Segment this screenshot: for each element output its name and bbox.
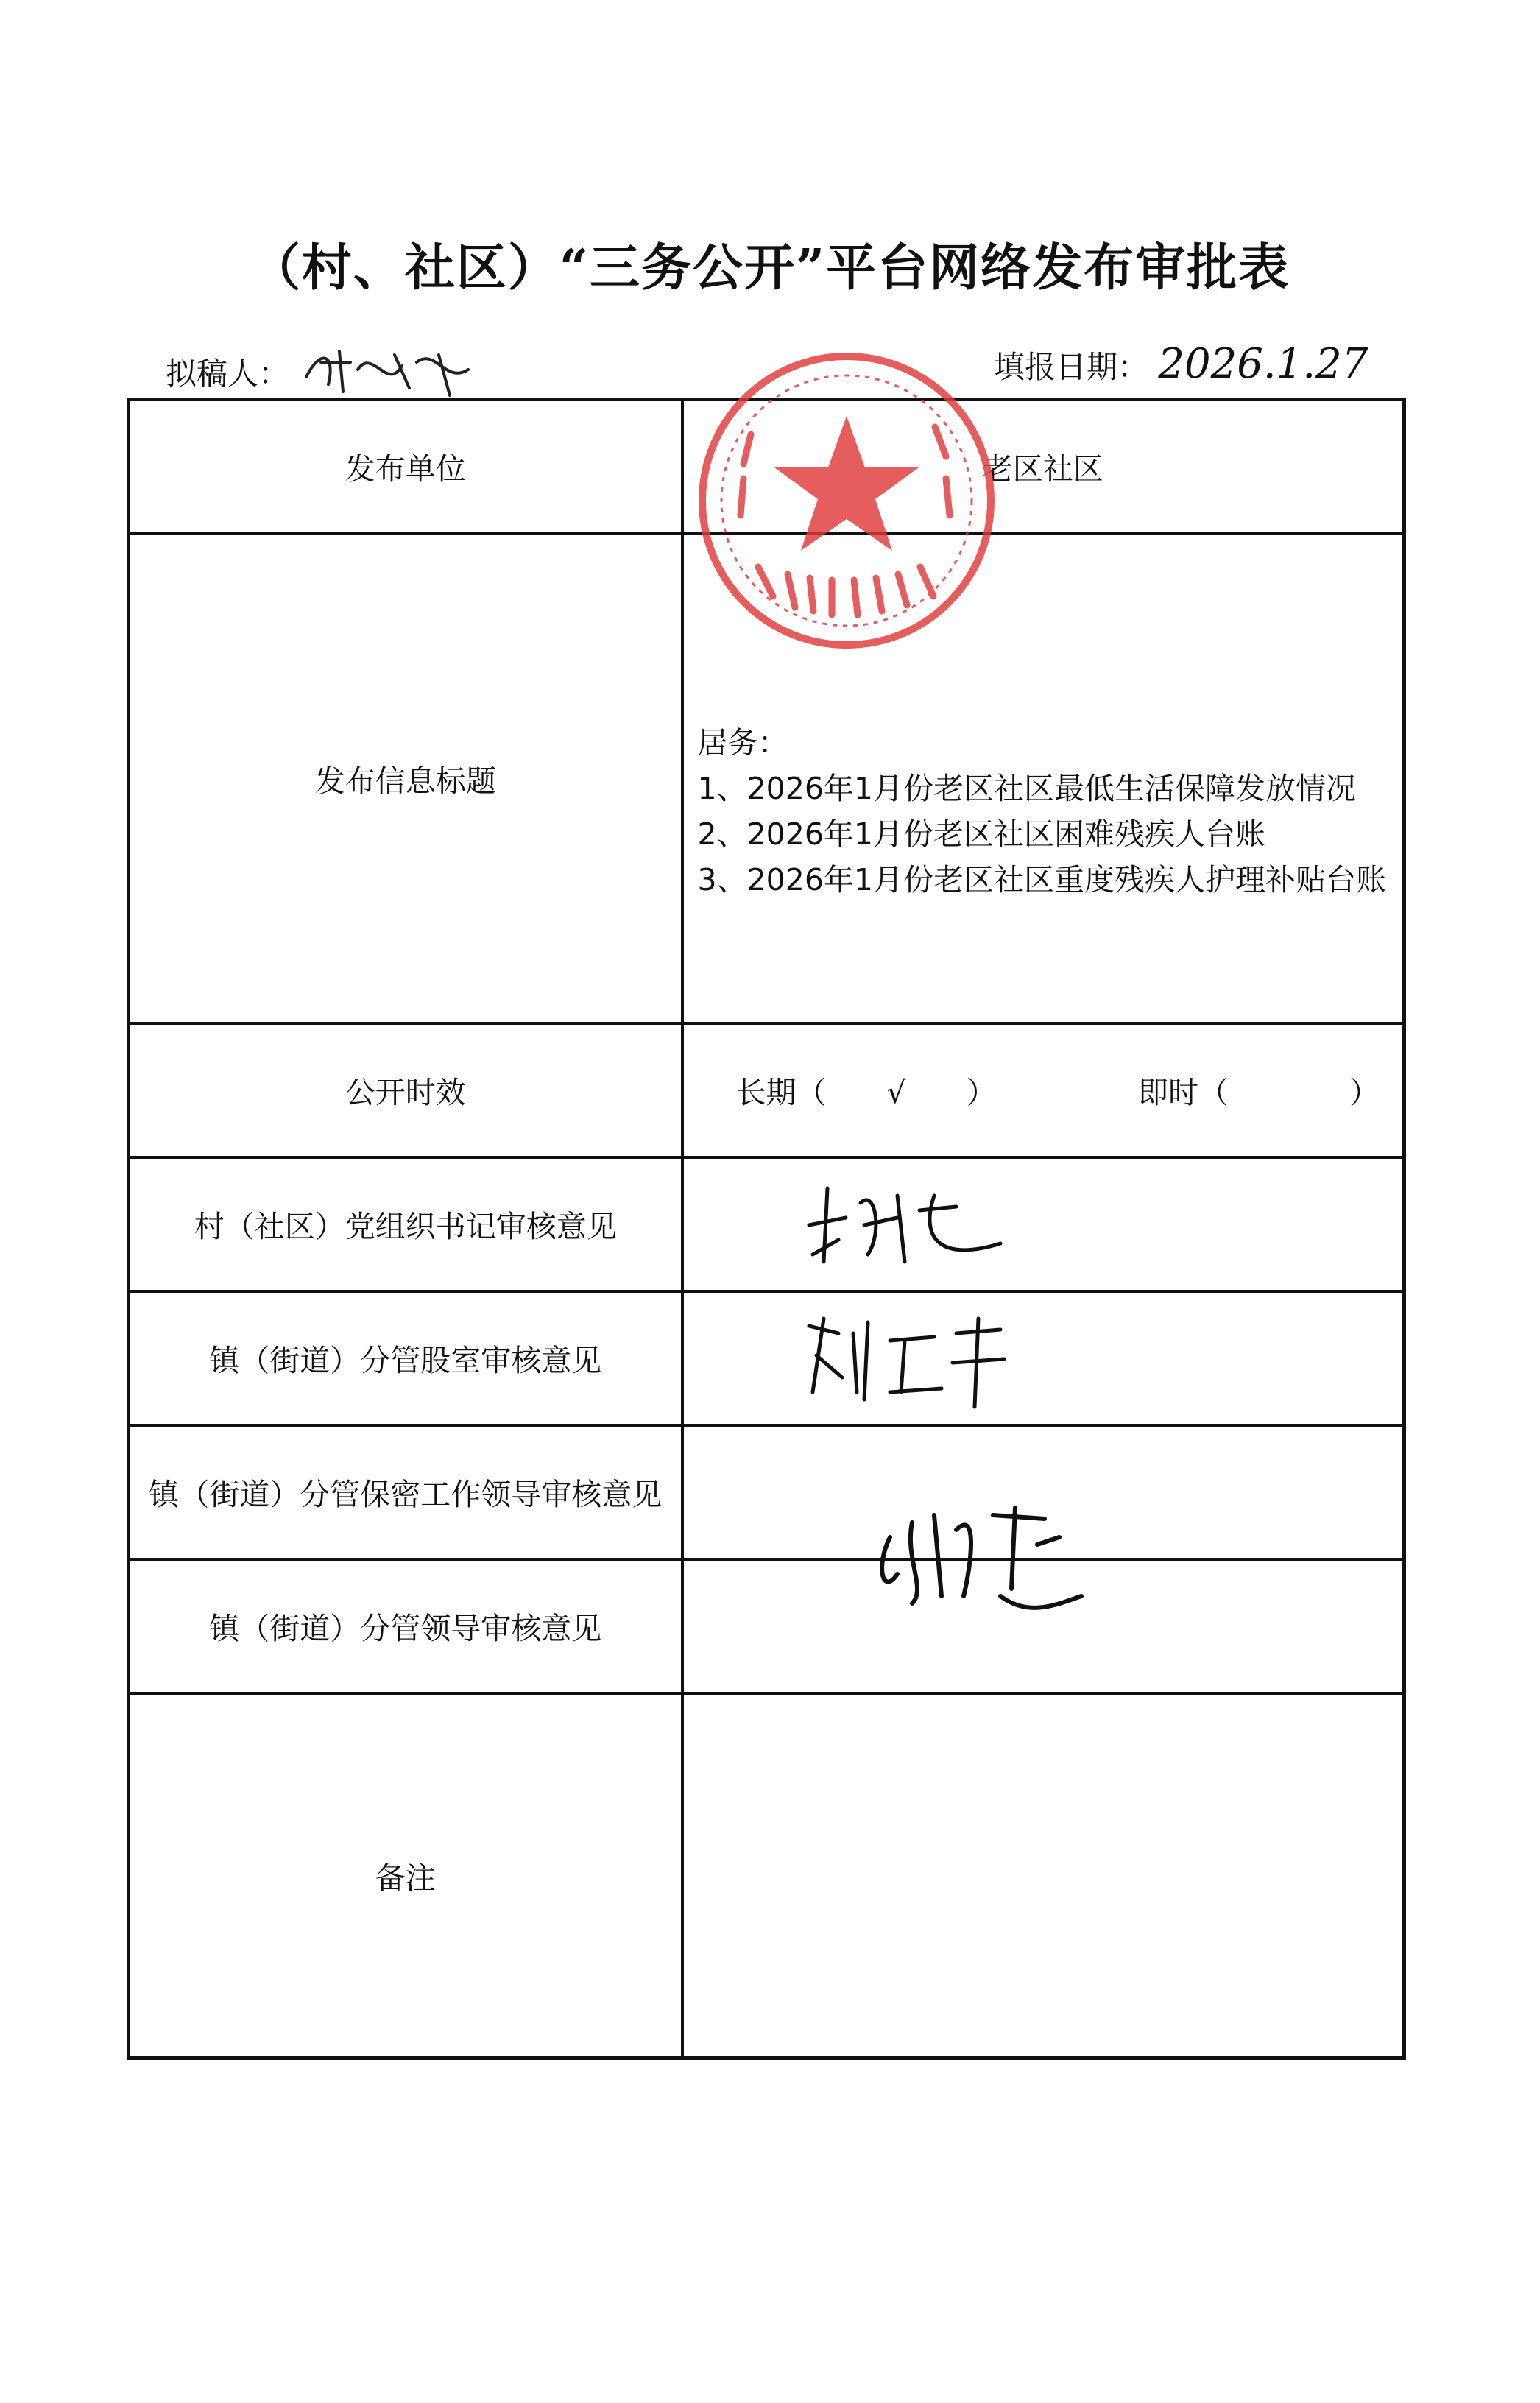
drafter-label: 拟稿人：: [166, 356, 290, 392]
publisher-name: 老区社区: [982, 451, 1103, 487]
drafter-line: [166, 340, 476, 399]
row-office: [129, 1291, 1405, 1425]
row-secretary: [129, 1157, 1405, 1291]
secretary-signature-cell: [682, 1157, 1405, 1291]
secretary-signature: [794, 1174, 1015, 1277]
date-line: [994, 340, 1368, 388]
row-secrecy: [129, 1425, 1405, 1559]
document-title: （村、社区）“三务公开”平台网络发布审批表: [250, 239, 1290, 297]
secrecy-label: 镇（街道）分管保密工作领导审核意见: [129, 1425, 682, 1559]
row-timeliness: [129, 1023, 1405, 1157]
info-heading: 居务：: [697, 725, 788, 761]
timeliness-label: 公开时效: [129, 1023, 682, 1157]
row-leader: [129, 1559, 1405, 1693]
drafter-signature: [299, 340, 476, 399]
info-item-1: 1、2026年1月份老区社区最低生活保障发放情况: [697, 771, 1357, 806]
leader-opinion-cell: [682, 1559, 1405, 1693]
row-remarks: [129, 1693, 1405, 2058]
official-seal-stamp: [692, 346, 1001, 655]
secretary-label: 村（社区）党组织书记审核意见: [129, 1157, 682, 1291]
date-value: 2026.1.27: [1158, 340, 1368, 388]
publisher-label: 发布单位: [129, 400, 682, 534]
immediate-option: 即时（ ）: [1138, 1075, 1380, 1110]
timeliness-value: [682, 1023, 1405, 1157]
office-label: 镇（街道）分管股室审核意见: [129, 1291, 682, 1425]
info-item-3: 3、2026年1月份老区社区重度残疾人护理补贴台账: [697, 862, 1387, 897]
date-label: 填报日期：: [994, 349, 1149, 385]
info-item-2: 2、2026年1月份老区社区困难残疾人台账: [697, 816, 1266, 852]
long-term-option: 长期（ √ ）: [735, 1075, 997, 1110]
leader-label: 镇（街道）分管领导审核意见: [129, 1559, 682, 1693]
seal-star-icon: [774, 416, 919, 551]
info-title-label: 发布信息标题: [129, 534, 682, 1023]
remarks-label: 备注: [129, 1693, 682, 2058]
office-signature-cell: [682, 1291, 1405, 1425]
secrecy-signature-cell: [682, 1425, 1405, 1559]
remarks-value: [682, 1693, 1405, 2058]
office-signature: [794, 1304, 1015, 1414]
